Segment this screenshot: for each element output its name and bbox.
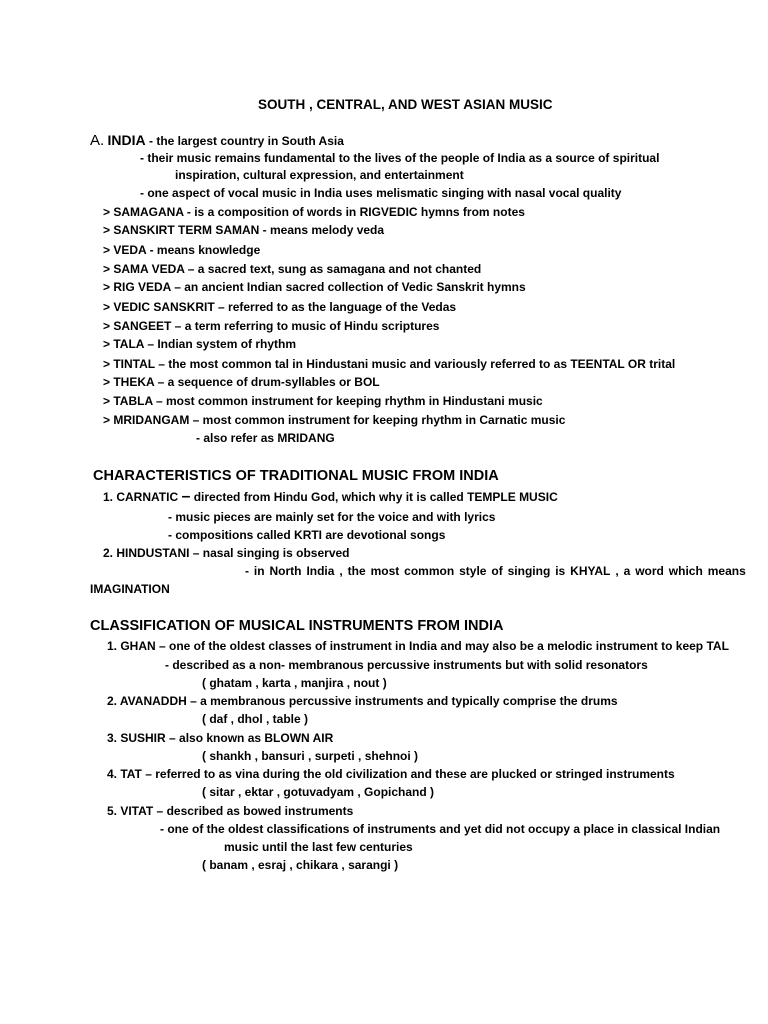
india-line: - their music remains fundamental to the lives of the people of India as a source of spiritual — [140, 151, 660, 165]
instrument-examples: ( shankh , bansuri , surpeti , shehnoi ) — [202, 749, 419, 763]
hindustani-end: IMAGINATION — [90, 582, 170, 596]
classification-item: 5. VITAT – described as bowed instruments — [107, 804, 354, 818]
hindustani-word: KHYAL — [570, 564, 611, 578]
carnatic-dash: – — [181, 488, 191, 505]
term-item: > SANGEET – a term referring to music of Hindu scriptures — [103, 319, 440, 333]
india-line: - one aspect of vocal music in India uses melismatic singing with nasal vocal quality — [140, 186, 622, 200]
term-item: > MRIDANGAM – most common instrument for keeping rhythm in Carnatic music — [103, 413, 566, 427]
hindustani-word: word — [635, 564, 664, 578]
term-item: - also refer as MRIDANG — [196, 431, 335, 445]
hindustani-word: North — [269, 564, 302, 578]
carnatic-text: directed from Hindu God, which why it is called TEMPLE MUSIC — [190, 490, 558, 504]
carnatic-sub: - music pieces are mainly set for the voice and with lyrics — [168, 510, 496, 524]
hindustani-word: in — [253, 564, 265, 578]
classification-heading: CLASSIFICATION OF MUSICAL INSTRUMENTS FROM INDIA — [90, 618, 504, 634]
india-intro — [90, 132, 344, 149]
term-item: > TALA – Indian system of rhythm — [103, 337, 297, 351]
hindustani-word: singing — [507, 564, 551, 578]
hindustani-item: 2. HINDUSTANI – nasal singing is observed — [103, 546, 350, 560]
carnatic-item — [103, 489, 558, 505]
hindustani-word: means — [707, 564, 746, 578]
india-desc: - the largest country in South Asia — [145, 134, 344, 148]
hindustani-word: the — [347, 564, 366, 578]
hindustani-word: which — [668, 564, 703, 578]
characteristics-heading: CHARACTERISTICS OF TRADITIONAL MUSIC FROM INDIA — [93, 468, 499, 484]
hindustani-word: of — [491, 564, 503, 578]
term-item: > VEDIC SANSKRIT – referred to as the language of the Vedas — [103, 300, 457, 314]
hindustani-word: India — [306, 564, 335, 578]
hindustani-word: - — [245, 564, 249, 578]
hindustani-word: is — [555, 564, 566, 578]
carnatic-label: 1. CARNATIC — [103, 490, 182, 504]
term-item: > SAMAGANA - is a composition of words in RIGVEDIC hymns from notes — [103, 205, 525, 219]
instrument-examples: ( banam , esraj , chikara , sarangi ) — [202, 858, 399, 872]
hindustani-sub — [245, 563, 746, 579]
term-item: > THEKA – a sequence of drum-syllables or BOL — [103, 375, 380, 389]
india-line: inspiration, cultural expression, and entertainment — [175, 168, 464, 182]
instrument-examples: ( ghatam , karta , manjira , nout ) — [202, 676, 387, 690]
india-name: INDIA — [107, 132, 146, 148]
term-item: > RIG VEDA – an ancient Indian sacred collection of Vedic Sanskrit hymns — [103, 280, 526, 294]
hindustani-word: , — [615, 564, 619, 578]
classification-item: 2. AVANADDH – a membranous percussive instruments and typically comprise the drums — [107, 694, 618, 708]
classification-item: 4. TAT – referred to as vina during the old civilization and these are plucked or stringed instruments — [107, 767, 675, 781]
classification-sub: music until the last few centuries — [224, 840, 413, 854]
instrument-examples: ( daf , dhol , table ) — [202, 712, 308, 726]
hindustani-word: , — [339, 564, 343, 578]
term-item: > SANSKIRT TERM SAMAN - means melody veda — [103, 223, 385, 237]
term-item: > TINTAL – the most common tal in Hindustani music and variously referred to as TEENTAL OR trital — [103, 357, 676, 371]
classification-item: 3. SUSHIR – also known as BLOWN AIR — [107, 731, 334, 745]
term-item: > SAMA VEDA – a sacred text, sung as samagana and not chanted — [103, 262, 482, 276]
term-item: > VEDA - means knowledge — [103, 243, 261, 257]
classification-sub: - one of the oldest classifications of instruments and yet did not occupy a place in classical Indian — [160, 822, 721, 836]
hindustani-word: common — [404, 564, 455, 578]
term-item: > TABLA – most common instrument for keeping rhythm in Hindustani music — [103, 394, 543, 408]
section-letter: A. — [90, 132, 105, 149]
classification-sub: - described as a non- membranous percussive instruments but with solid resonators — [165, 658, 648, 672]
hindustani-word: most — [370, 564, 400, 578]
carnatic-sub: - compositions called KRTI are devotional songs — [168, 528, 446, 542]
classification-item: 1. GHAN – one of the oldest classes of instrument in India and may also be a melodic instrument to keep TAL — [107, 639, 729, 653]
instrument-examples: ( sitar , ektar , gotuvadyam , Gopichand ) — [202, 785, 435, 799]
hindustani-word: a — [623, 564, 631, 578]
hindustani-word: style — [459, 564, 487, 578]
page-title: SOUTH , CENTRAL, AND WEST ASIAN MUSIC — [258, 97, 553, 112]
